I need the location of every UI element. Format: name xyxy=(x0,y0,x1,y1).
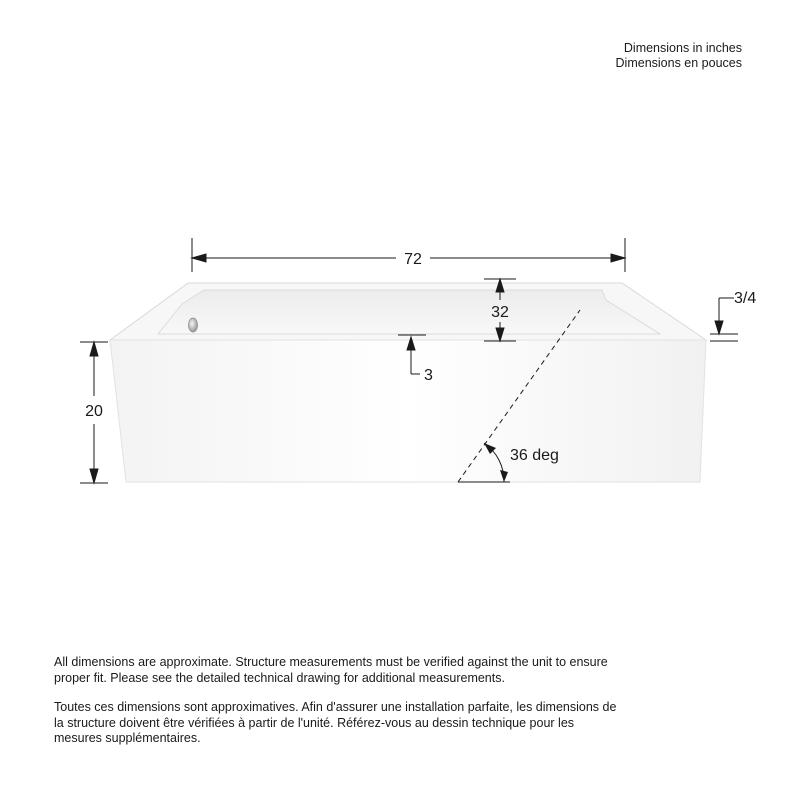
bathtub xyxy=(110,283,706,482)
disclaimer-notes xyxy=(54,655,624,761)
rim-height-label: 32 xyxy=(491,304,509,321)
drain-icon xyxy=(189,318,198,332)
height-label: 20 xyxy=(85,403,103,420)
units-note-fr: Dimensions en pouces xyxy=(615,56,742,70)
units-note-en: Dimensions in inches xyxy=(623,41,742,55)
tub-apron xyxy=(110,340,706,482)
disclaimer-fr: Toutes ces dimensions sont approximatives. Afin d'assurer une installation parfaite, les dimensions de la structure doivent être vérifiées à partir de l'unité. Référez-vous au dessin technique pour les mesures supplémentaires. xyxy=(54,700,617,745)
length-label: 72 xyxy=(404,251,422,268)
step-label: 3 xyxy=(424,367,433,384)
disclaimer-en: All dimensions are approximate. Structure measurements must be verified against the unit to ensure proper fit. Please see the detailed technical drawing for additional measurements. xyxy=(54,655,608,685)
tub-basin xyxy=(158,290,660,334)
angle-label: 36 deg xyxy=(510,447,559,464)
deck-label: 3/4 xyxy=(734,290,757,307)
